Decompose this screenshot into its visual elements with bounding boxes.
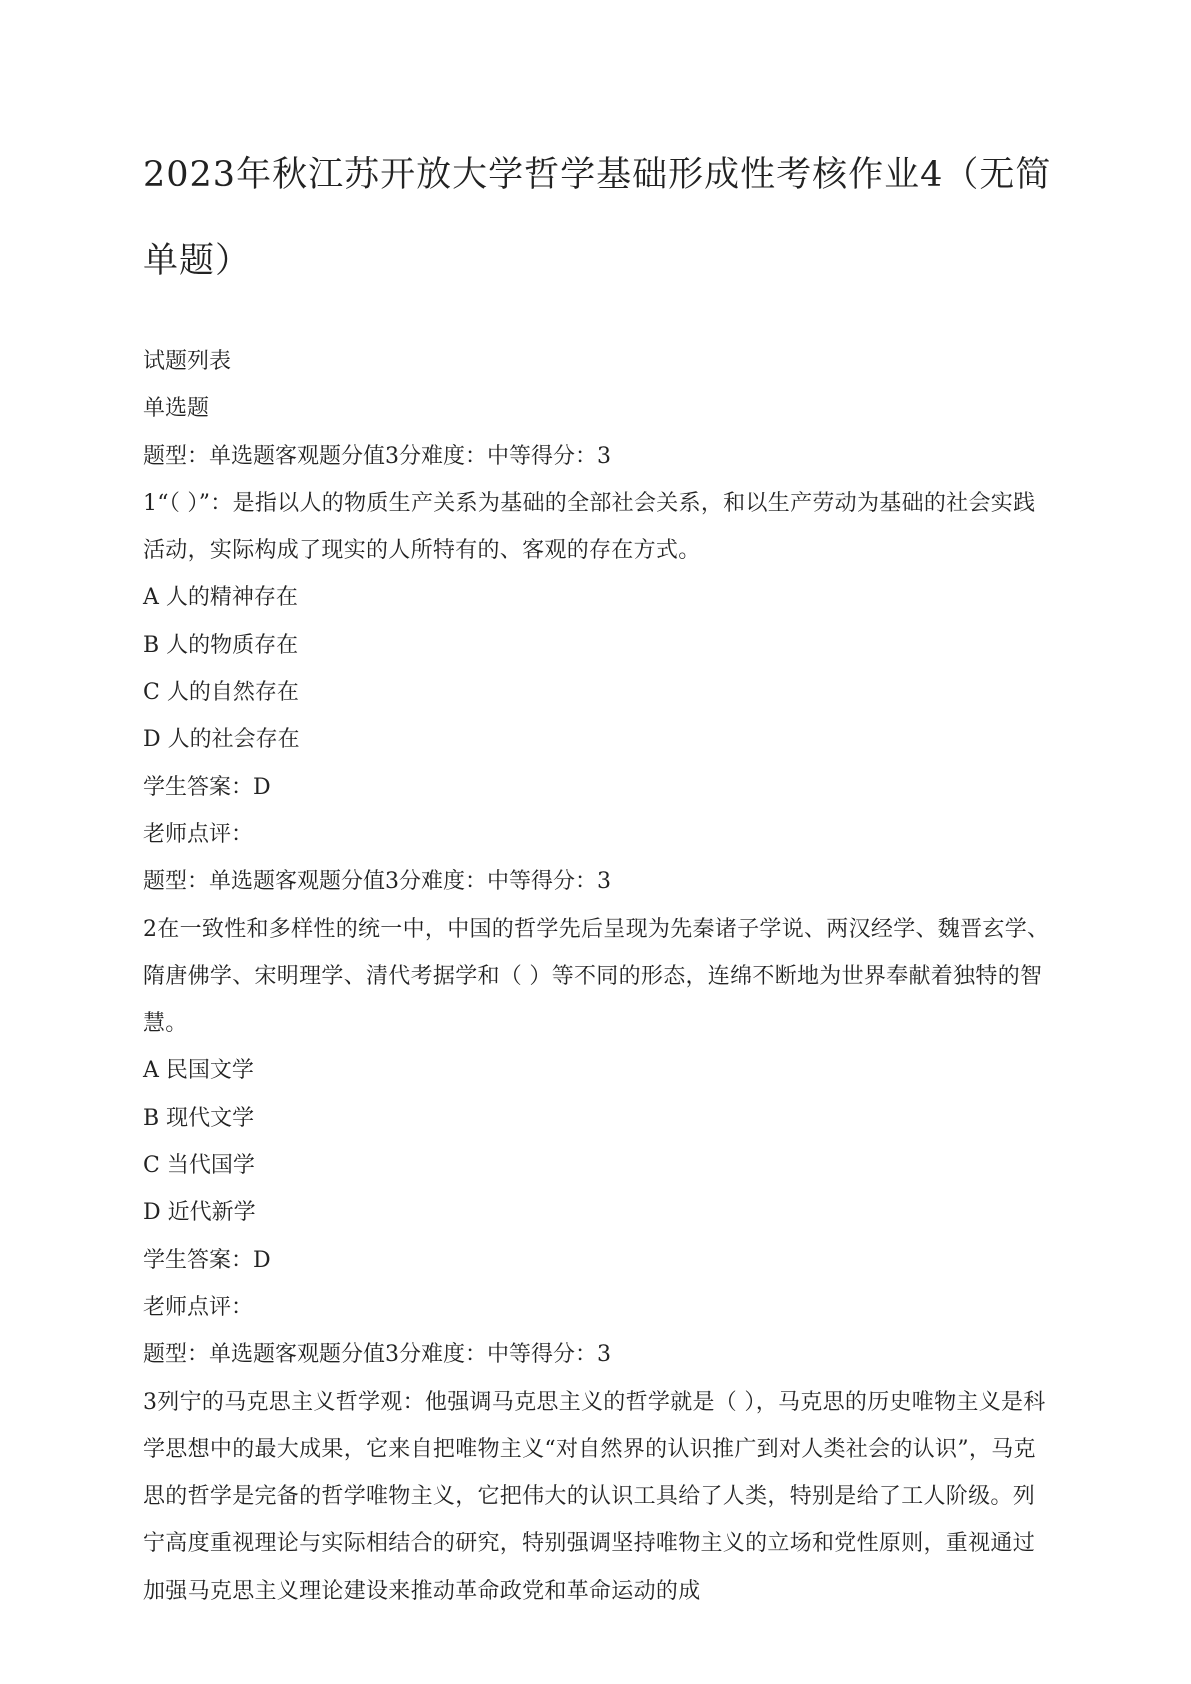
option-b: B 人的物质存在 (143, 632, 299, 658)
section-heading: 单选题 (143, 396, 210, 422)
option-b: B 现代文学 (143, 1105, 255, 1131)
question-list (143, 338, 1053, 1615)
teacher-comment: 老师点评： (143, 821, 254, 847)
question-text: 1“（ ）”：是指以人的物质生产关系为基础的全部社会关系，和以生产劳动为基础的社会实践活动，实际构成了现实的人所特有的、客观的存在方式。 (143, 490, 1036, 564)
option-d: D 近代新学 (143, 1200, 256, 1226)
option-c: C 人的自然存在 (143, 680, 299, 706)
option-d: D 人的社会存在 (143, 727, 300, 753)
question-text: 3列宁的马克思主义哲学观：他强调马克思主义的哲学就是（ ），马克思的历史唯物主义是科学思想中的最大成果，它来自把唯物主义“对自然界的认识推广到对人类社会的认识”，马克思的哲学是完备的哲学唯物主义，它把伟大的认识工具给了人类，特别是给了工人阶级。列宁高度重视理论与实际相结合的研究，特别强调坚持唯物主义的立场和党性原则，重视通过加强马克思主义理论建设来推动革命政党和革命运动的成 (143, 1389, 1046, 1604)
question-meta: 题型：单选题客观题分值3分难度：中等得分：3 (143, 1342, 611, 1368)
student-answer: 学生答案：D (143, 1247, 271, 1273)
student-answer: 学生答案：D (143, 774, 271, 800)
option-a: A 民国文学 (143, 1058, 254, 1084)
document-title: 2023年秋江苏开放大学哲学基础形成性考核作业4（无简单题） (143, 155, 1052, 281)
list-heading: 试题列表 (143, 349, 232, 374)
teacher-comment: 老师点评： (143, 1294, 254, 1320)
question-meta: 题型：单选题客观题分值3分难度：中等得分：3 (143, 869, 611, 895)
question-text: 2在一致性和多样性的统一中，中国的哲学先后呈现为先秦诸子学说、两汉经学、魏晋玄学、隋唐佛学、宋明理学、清代考据学和（ ）等不同的形态，连绵不断地为世界奉献着独特的智慧。 (143, 916, 1050, 1037)
document-body (143, 132, 1053, 1615)
question-meta: 题型：单选题客观题分值3分难度：中等得分：3 (143, 443, 611, 469)
option-c: C 当代国学 (143, 1153, 255, 1179)
option-a: A 人的精神存在 (143, 585, 298, 611)
